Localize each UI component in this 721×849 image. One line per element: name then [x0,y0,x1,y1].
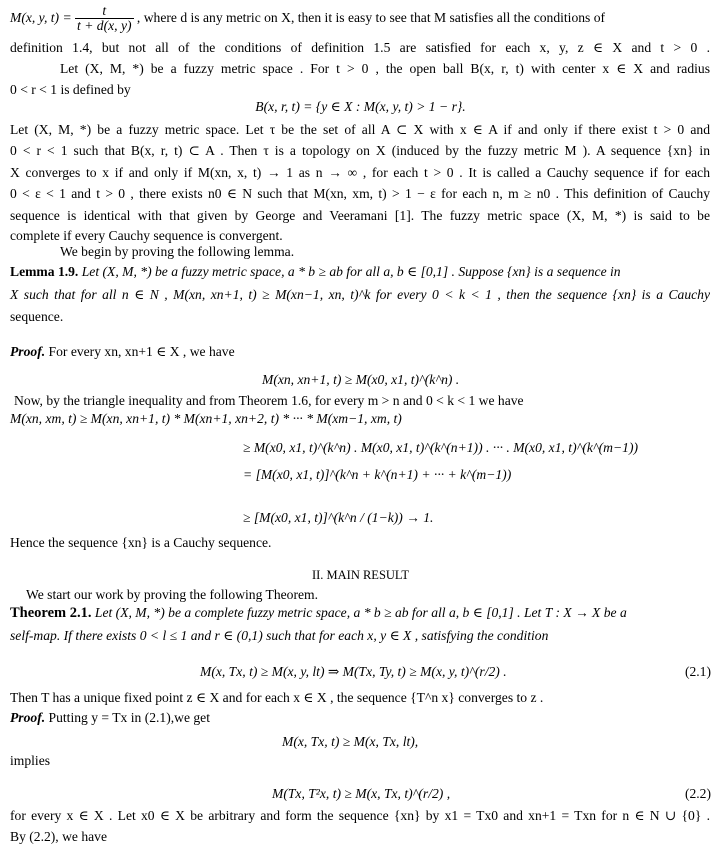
proof-2-line-2: By (2.2), we have [10,829,108,844]
proof-1-eq-4: = [M(x0, x1, t)]^(k^n + k^(n+1) + ··· + k^(m−1)) [243,467,512,482]
text-line-12: We begin by proving the following lemma. [60,244,295,259]
proof-1-line [10,344,235,360]
theorem-line-2: self-map. If there exists 0 < l ≤ 1 and r ∈ (0,1) such that for each x, y ∈ X , satisfying the condition [10,628,549,643]
proof-2-text: Putting y = Tx in (2.1),we get [48,710,210,725]
lemma-text-1: Let (X, M, *) be a fuzzy metric space, a * b ≥ ab for all a, b ∈ [0,1] . Suppose {xn} is a sequence in [81,264,621,279]
proof-2-label: Proof. [10,710,46,725]
equation-number-2-2: (2.2) [684,786,711,801]
text-line-7: 0 < r < 1 such that B(x, r, t) ⊂ A . Then τ is a topology on X (induced by the fuzzy metric M ). A sequence {xn} in [10,143,710,158]
proof-1-label: Proof. [10,344,46,359]
proof-2-line [10,710,210,726]
lemma-line-1 [10,264,710,280]
theorem-line-1 [10,605,710,621]
text-line-8: X converges to x if and only if M(xn, x, t) → 1 as n → ∞ , for each t > 0 . It is called a Cauchy sequence if for each [10,165,710,180]
proof-1-eq-5: ≥ [M(x0, x1, t)]^(k^n / (1−k)) → 1. [243,510,434,525]
theorem-eq: M(x, Tx, t) ≥ M(x, y, lt) ⇒ M(Tx, Ty, t) ≥ M(x, y, t)^(r/2) . [200,664,507,679]
proof-1-text: For every xn, xn+1 ∈ X , we have [48,344,235,359]
proof-2-eq-1: M(x, Tx, t) ≥ M(x, Tx, lt), [282,734,419,749]
def-line-1 [10,2,605,34]
text-line-4: 0 < r < 1 is defined by [10,82,131,97]
fraction-numerator: t [75,4,133,19]
proof-1-eq-2: M(xn, xm, t) ≥ M(xn, xn+1, t) * M(xn+1, xn+2, t) * ··· * M(xm−1, xm, t) [10,411,402,426]
text-line-2: definition 1.4, but not all of the conditions of definition 1.5 are satisfied for each x, y, z ∈ X and t > 0 . [10,40,710,55]
text-line-6: Let (X, M, *) be a fuzzy metric space. Let τ be the set of all A ⊂ X with x ∈ A if and only if there exist t > 0 and [10,122,710,137]
lemma-line-3: sequence. [10,309,64,324]
text-line-11: complete if every Cauchy sequence is convergent. [10,228,283,243]
proof-1-line-2: Now, by the triangle inequality and from Theorem 1.6, for every m > n and 0 < k < 1 we have [14,393,524,408]
equation-number-2-1: (2.1) [684,664,711,679]
proof-1-eq-3: ≥ M(x0, x1, t)^(k^n) . M(x0, x1, t)^(k^(n+1)) . ··· . M(x0, x1, t)^(k^(m−1)) [243,440,638,455]
theorem-line-3: Then T has a unique fixed point z ∈ X and for each x ∈ X , the sequence {T^n x} converges to z . [10,690,544,705]
proof-2-line-1: for every x ∈ X . Let x0 ∈ X be arbitrary and form the sequence {xn} by x1 = Tx0 and xn+1 = Txn for n ∈ N ∪ {0} . [10,808,710,823]
proof-1-eq-1: M(xn, xn+1, t) ≥ M(x0, x1, t)^(k^n) . [262,372,460,387]
metric-fraction [75,4,133,33]
proof-1-conclusion: Hence the sequence {xn} is a Cauchy sequence. [10,535,272,550]
metric-lhs: M(x, y, t) = [10,10,72,25]
proof-2-eq-2: M(Tx, T²x, t) ≥ M(x, Tx, t)^(r/2) , [272,786,451,801]
theorem-label: Theorem 2.1. [10,605,92,621]
theorem-text-1: Let (X, M, *) be a complete fuzzy metric space, a * b ≥ ab for all a, b ∈ [0,1] . Let T : X → X be a [94,605,627,620]
open-ball-definition: B(x, r, t) = {y ∈ X : M(x, y, t) > 1 − r}. [255,99,466,114]
text-line-10: sequence is identical with that given by George and Veeramani [1]. The fuzzy metric space (X, M, *) is said to be [10,208,710,223]
fraction-denominator: t + d(x, y) [77,18,132,34]
lemma-label: Lemma 1.9. [10,264,79,279]
text-line-9: 0 < ε < 1 and t > 0 , there exists n0 ∈ N such that M(xn, xm, t) > 1 − ε for each n, m ≥ n0 . This definition of Cauchy [10,186,710,201]
proof-2-implies: implies [10,753,51,768]
section-heading: II. MAIN RESULT [311,568,410,582]
lemma-line-2: X such that for all n ∈ N , M(xn, xn+1, t) ≥ M(xn−1, xn, t)^k for every 0 < k < 1 , then the sequence {xn} is a Cauchy [10,287,710,302]
def-line-1-rest: , where d is any metric on X, then it is easy to see that M satisfies all the conditions of [136,10,606,25]
section-intro: We start our work by proving the following Theorem. [26,587,318,602]
text-line-3: Let (X, M, *) be a fuzzy metric space . For t > 0 , the open ball B(x, r, t) with center x ∈ X and radius [60,61,710,76]
